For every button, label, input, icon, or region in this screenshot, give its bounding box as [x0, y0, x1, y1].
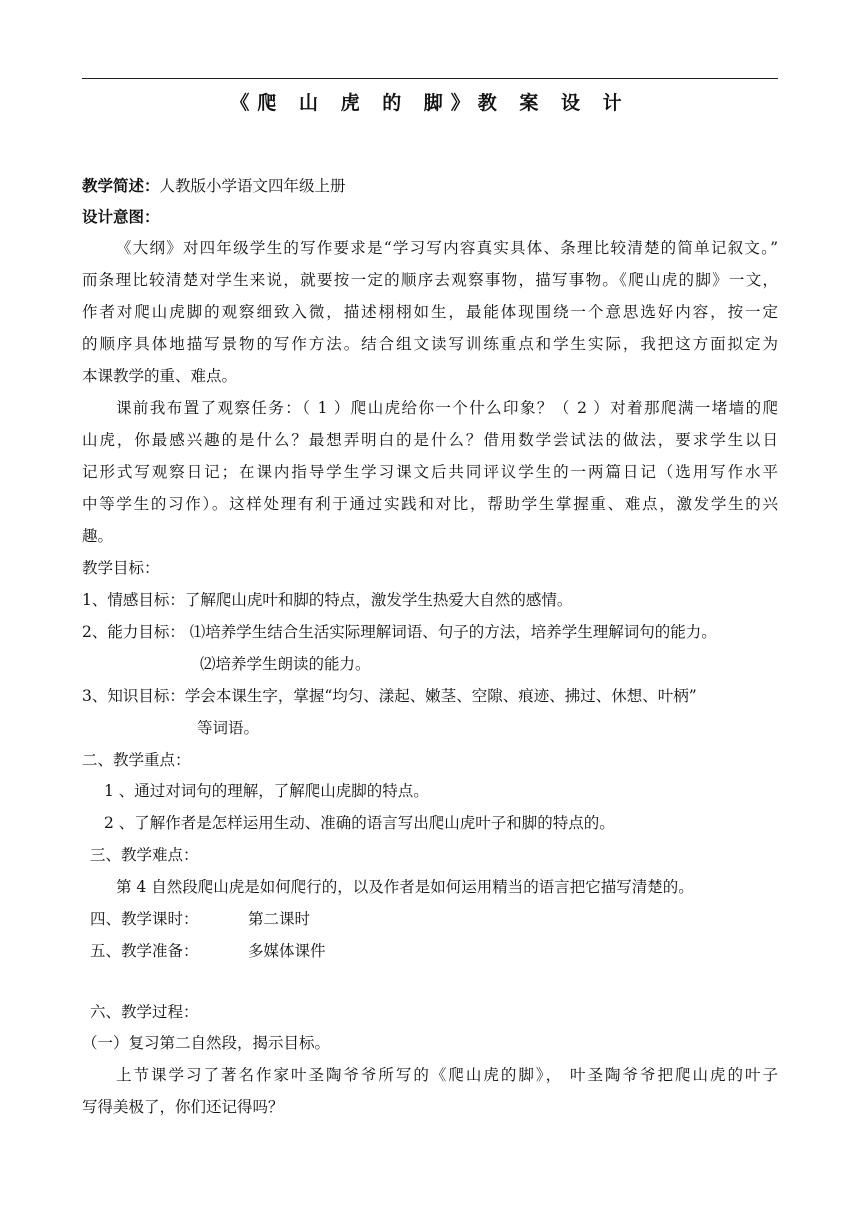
objectives-heading: 教学目标：	[82, 559, 160, 577]
difficulty-text: 第 4 自然段爬山虎是如何爬行的，以及作者是如何运用精当的语言把它描写清楚的。	[116, 878, 694, 896]
page-title: 《爬 山 虎 的 脚》教 案 设 计	[230, 92, 630, 114]
key-point-1: 1 、通过对词句的理解，了解爬山虎脚的特点。	[104, 782, 429, 800]
design-p2-line: 山虎，你最感兴趣的是什么？最想弄明白的是什么？借用数学尝试法的做法，要求学生以日	[82, 431, 778, 449]
prep-value: 多媒体课件	[248, 942, 326, 960]
summary-line	[82, 176, 782, 196]
design-p2-line: 记形式写观察日记；在课内指导学生学习课文后共同评议学生的一两篇日记（选用写作水平	[82, 463, 778, 481]
prep-line	[90, 941, 790, 961]
prep-label: 五、教学准备：	[90, 942, 199, 960]
objective-3-cont: 等词语。	[197, 719, 260, 737]
hours-label: 四、教学课时：	[90, 910, 199, 928]
process-heading: 六、教学过程：	[90, 1003, 199, 1021]
process-step-1-text: 上节课学习了著名作家叶圣陶爷爷所写的《爬山虎的脚》， 叶圣陶爷爷把爬山虎的叶子	[116, 1066, 778, 1084]
design-p2-line: 课前我布置了观察任务：（ 1 ）爬山虎给你一个什么印象？（ 2 ）对着那爬满一堵墙的爬	[116, 399, 778, 417]
summary-label: 教学简述：	[82, 177, 160, 195]
hours-line	[90, 909, 790, 929]
design-p2-line: 趣。	[82, 527, 114, 545]
design-p1-line: 本课教学的重、难点。	[82, 367, 238, 385]
key-point-2: 2 、了解作者是怎样运用生动、准确的语言写出爬山虎叶子和脚的特点的。	[104, 814, 615, 832]
objective-2-sub: ⑵培养学生朗读的能力。	[200, 655, 371, 673]
objective-2: 2、能力目标： ⑴培养学生结合生活实际理解词语、句子的方法，培养学生理解词句的能力。	[82, 623, 717, 641]
objective-3: 3、知识目标：学会本课生字，掌握“均匀、漾起、嫩茎、空隙、痕迹、拂过、休想、叶柄”	[82, 687, 697, 705]
objective-1: 1、情感目标：了解爬山虎叶和脚的特点，激发学生热爱大自然的感情。	[82, 591, 573, 609]
design-label: 设计意图：	[82, 208, 160, 226]
summary-text: 人教版小学语文四年级上册	[159, 177, 346, 195]
design-p2-line: 中等学生的习作）。这样处理有利于通过实践和对比，帮助学生掌握重、难点，激发学生的兴	[82, 495, 778, 513]
hours-value: 第二课时	[248, 910, 311, 928]
design-p1-line: 而条理比较清楚对学生来说，就要按一定的顺序去观察事物，描写事物。《爬山虎的脚》一文，	[82, 271, 778, 289]
design-p1-line: 的顺序具体地描写景物的写作方法。结合组文读写训练重点和学生实际，我把这方面拟定为	[82, 335, 778, 353]
difficulty-heading: 三、教学难点：	[90, 846, 199, 864]
process-step-1-text: 写得美极了，你们还记得吗？	[82, 1098, 284, 1116]
key-points-heading: 二、教学重点：	[82, 751, 191, 769]
design-p1-line: 作者对爬山虎脚的观察细致入微，描述栩栩如生，最能体现围绕一个意思选好内容，按一定	[82, 303, 778, 321]
header-rule	[82, 78, 778, 79]
design-p1-line: 《大纲》对四年级学生的写作要求是“学习写内容真实具体、条理比较清楚的简单记叙文。”	[116, 239, 778, 257]
process-step-1: （一）复习第二自然段，揭示目标。	[82, 1034, 331, 1052]
